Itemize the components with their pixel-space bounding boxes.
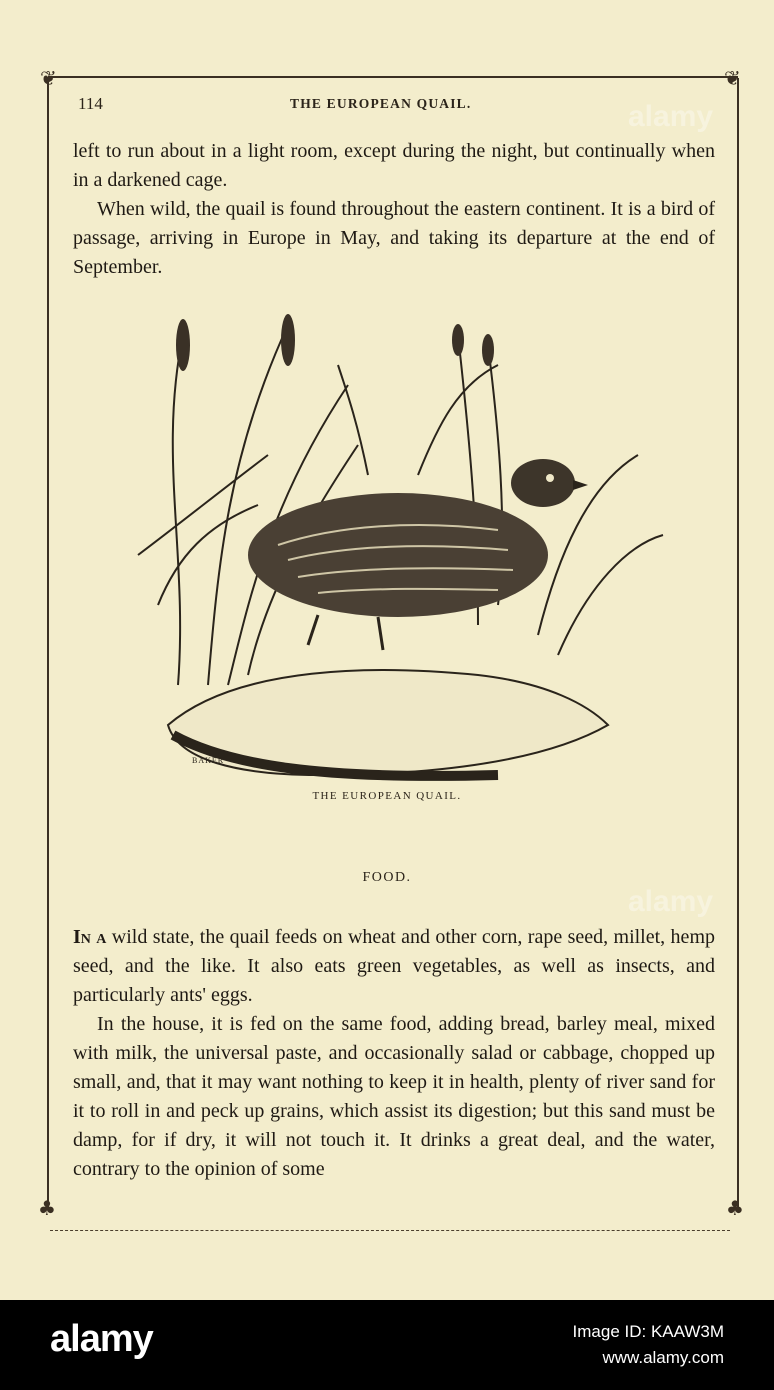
border-bottom-rule	[50, 1230, 730, 1231]
seed-head	[452, 324, 464, 356]
seed-head	[482, 334, 494, 366]
ghost-watermark: alamy	[628, 100, 714, 133]
quail-beak	[573, 480, 588, 490]
alamy-logo: alamy	[50, 1318, 153, 1360]
border-right-rule	[737, 78, 739, 1208]
illustration-caption: THE EUROPEAN QUAIL.	[312, 790, 462, 802]
grass-blade	[338, 365, 368, 475]
quail-head	[511, 459, 575, 507]
paragraph: left to run about in a light room, except during the night, but continually when in a darkened cage.	[73, 140, 715, 191]
grass-stalk	[173, 335, 183, 685]
ghost-watermark: alamy	[628, 885, 714, 918]
running-head-title: THE EUROPEAN QUAIL.	[290, 96, 472, 111]
grass-blade	[138, 455, 268, 555]
paragraph: When wild, the quail is found throughout the eastern continent. It is a bird of passage, arriving in Europe in May, and taking its departure at the end of September.	[73, 198, 715, 278]
seed-head	[176, 319, 190, 371]
grass-stalk	[208, 325, 288, 685]
paragraph	[73, 923, 715, 1010]
quail-body	[248, 493, 548, 617]
border-top-rule	[48, 76, 738, 78]
quail-engraving	[118, 305, 678, 785]
quail-eye	[546, 474, 554, 482]
corner-ornament-icon: ♣	[38, 1196, 56, 1220]
grass-blade	[418, 365, 498, 475]
paragraph-rest: wild state, the quail feeds on wheat and other corn, rape seed, millet, hemp seed, and the like. It also eats green vegetables, as well as insects, and particularly ants' eggs.	[73, 926, 715, 1006]
running-head	[78, 94, 718, 116]
food-text-block	[73, 923, 715, 1184]
section-heading: FOOD.	[362, 870, 412, 885]
grass-blade	[158, 505, 258, 605]
corner-ornament-icon: ♣	[726, 1196, 744, 1220]
quail-legs	[308, 615, 383, 650]
engraver-signature: BAKER	[192, 756, 225, 765]
top-text-block	[73, 137, 715, 282]
page-number: 114	[78, 94, 103, 113]
image-id: Image ID: KAAW3M	[572, 1322, 724, 1341]
corner-ornament-icon: ❦	[724, 66, 741, 90]
border-left-rule	[47, 78, 49, 1208]
dropped-capital-text: In a	[73, 926, 107, 948]
seed-head	[281, 314, 295, 366]
source-url: www.alamy.com	[602, 1348, 724, 1367]
grass-blade	[558, 535, 663, 655]
paragraph: In the house, it is fed on the same food, adding bread, barley meal, mixed with milk, the universal paste, and occasionally salad or cabbage, chopped up small, and, that it may want nothing to keep it in health, plenty of river sand for it to roll in and peck up grains, which assist its digestion; but this sand must be damp, for if dry, it will not touch it. It drinks a great deal, and the water, contrary to the opinion of some	[73, 1013, 715, 1180]
corner-ornament-icon: ❦	[40, 66, 57, 90]
